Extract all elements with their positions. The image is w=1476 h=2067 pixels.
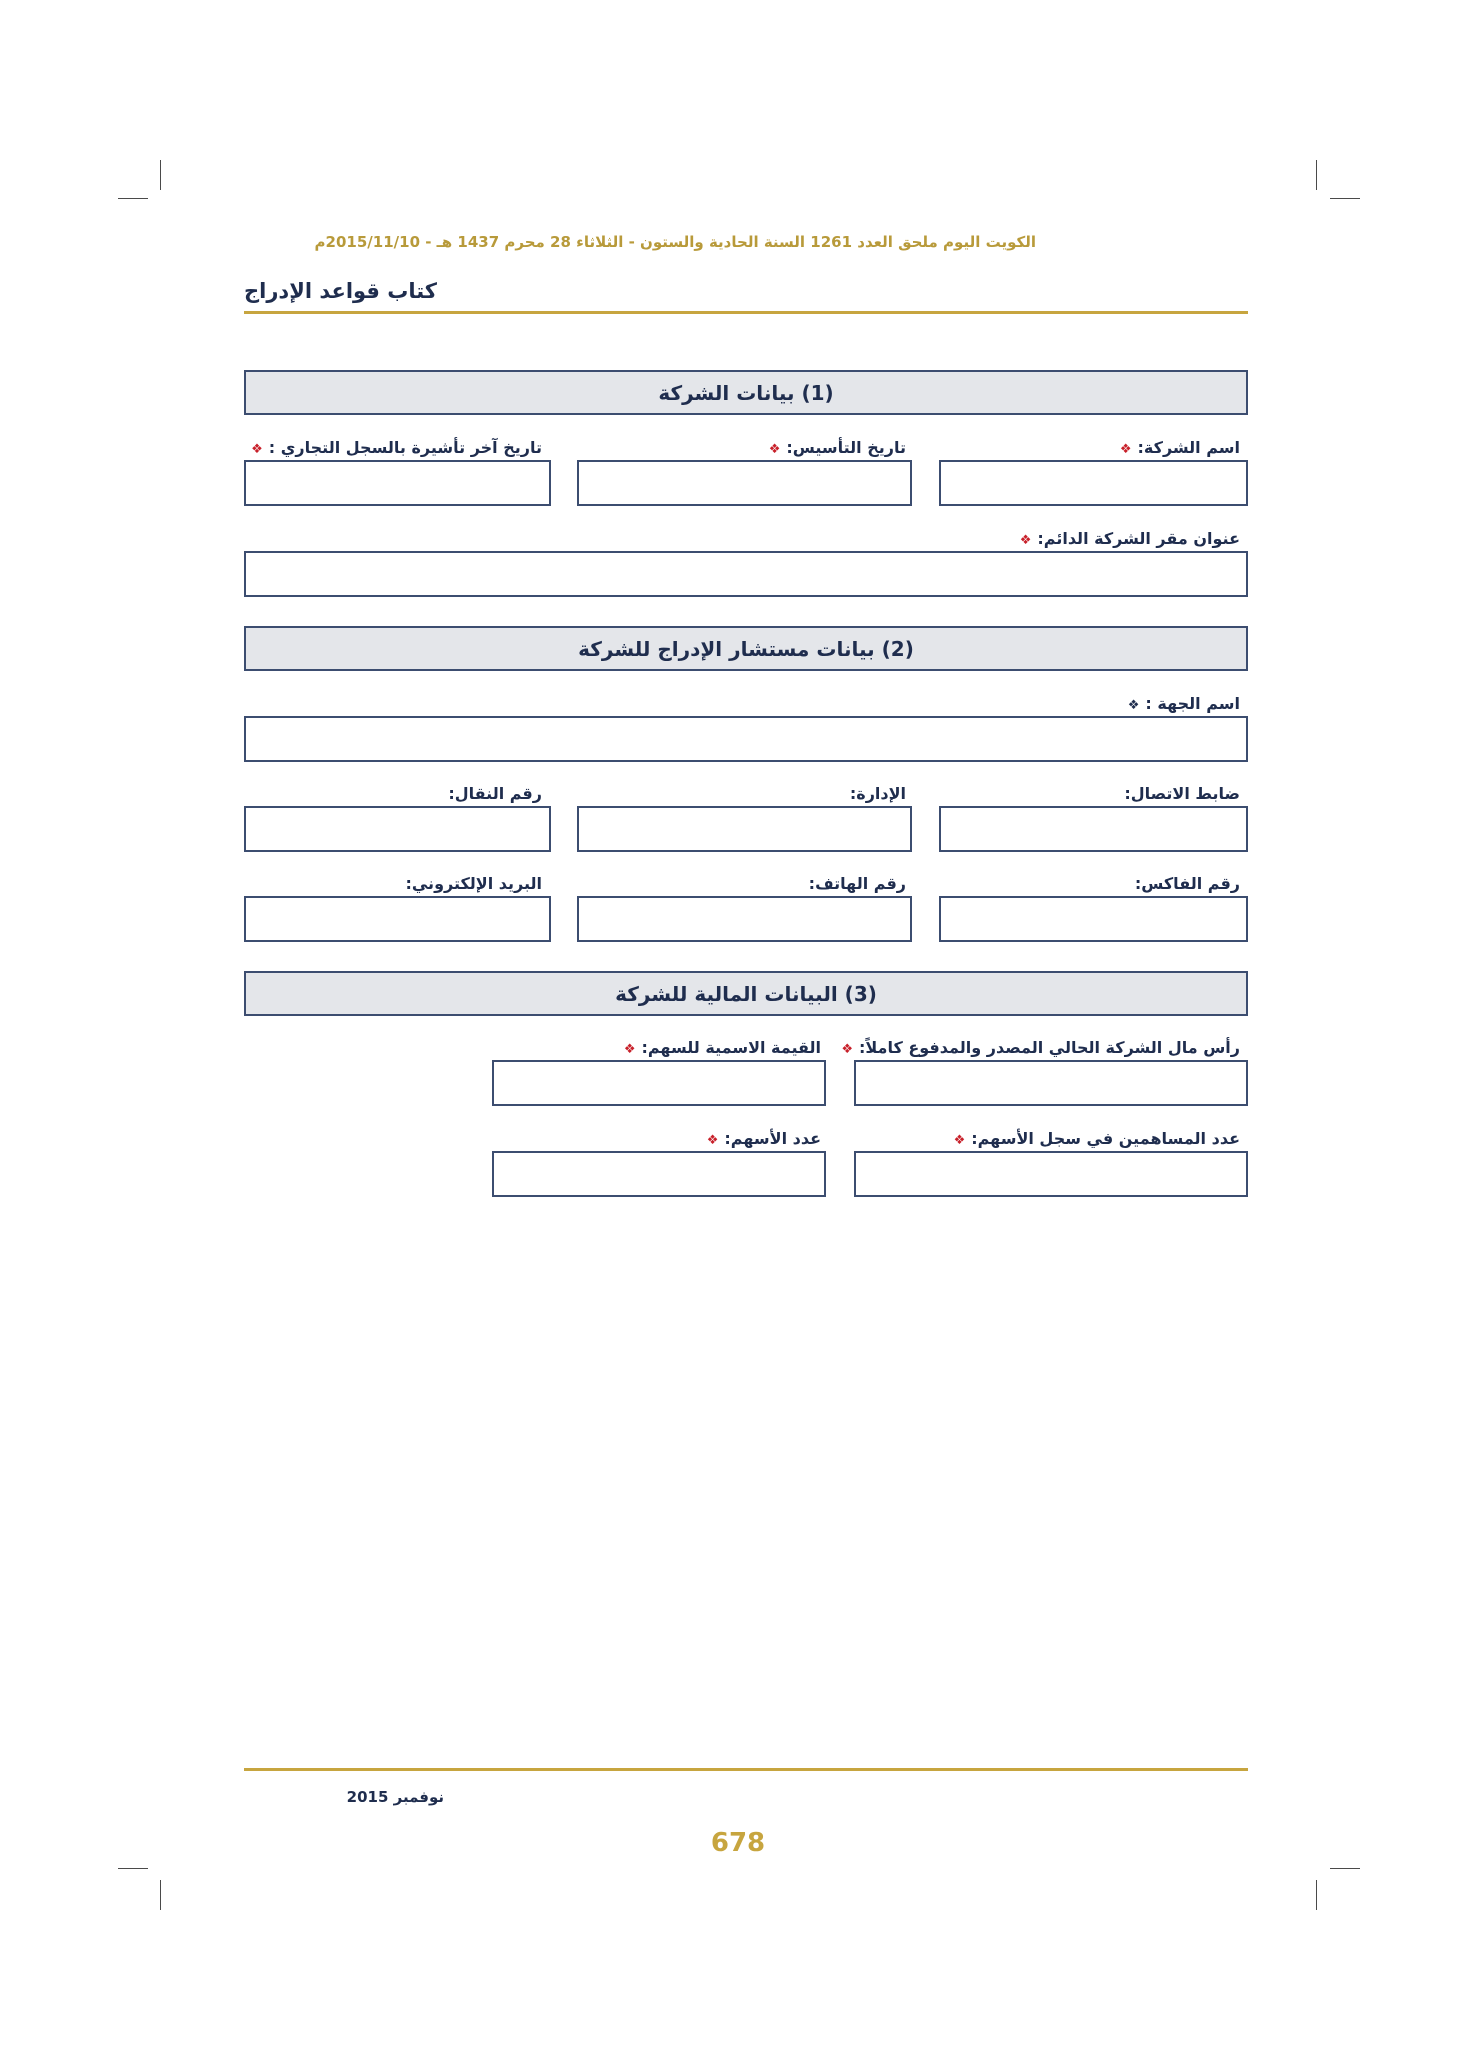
- establishment-date-input[interactable]: [577, 460, 912, 506]
- crop-mark: [1330, 1868, 1360, 1869]
- label-entity-name: اسم الجهة :❖: [1127, 694, 1240, 713]
- label-permanent-address: عنوان مقر الشركة الدائم:❖: [1019, 529, 1240, 548]
- label-shareholders-count: عدد المساهمين في سجل الأسهم:❖: [953, 1129, 1240, 1148]
- footer-divider: [244, 1768, 1248, 1771]
- crop-mark: [160, 1880, 161, 1910]
- label-contact-officer: ضابط الاتصال:: [1124, 784, 1240, 803]
- shareholders-count-input[interactable]: [854, 1151, 1248, 1197]
- email-input[interactable]: [244, 896, 551, 942]
- required-marker-icon: ❖: [623, 1042, 636, 1057]
- book-title: كتاب قواعد الإدراج: [244, 279, 438, 303]
- crop-mark: [118, 198, 148, 199]
- label-last-registry-date: تاريخ آخر تأشيرة بالسجل التجاري :❖: [251, 438, 542, 457]
- crop-mark: [1316, 160, 1317, 190]
- label-company-name: اسم الشركة:❖: [1119, 438, 1240, 457]
- label-department: الإدارة:: [849, 784, 906, 803]
- required-marker-icon: ❖: [1019, 533, 1032, 548]
- header-divider: [244, 311, 1248, 314]
- required-marker-icon: ❖: [953, 1133, 966, 1148]
- required-marker-icon: ❖: [841, 1042, 853, 1057]
- section-3-header: [244, 971, 1248, 1016]
- nominal-value-input[interactable]: [492, 1060, 826, 1106]
- footer-date: نوفمبر 2015: [346, 1788, 444, 1806]
- label-capital: رأس مال الشركة الحالي المصدر والمدفوع كاملاً:❖: [841, 1038, 1240, 1057]
- department-input[interactable]: [577, 806, 912, 852]
- crop-mark: [118, 1868, 148, 1869]
- last-registry-date-input[interactable]: [244, 460, 551, 506]
- label-fax: رقم الفاكس:: [1134, 874, 1240, 893]
- entity-name-input[interactable]: [244, 716, 1248, 762]
- shares-count-input[interactable]: [492, 1151, 826, 1197]
- label-phone: رقم الهاتف:: [808, 874, 906, 893]
- required-marker-icon: ❖: [706, 1133, 719, 1148]
- section-1-header: [244, 370, 1248, 415]
- label-nominal-value: القيمة الاسمية للسهم:❖: [623, 1038, 821, 1057]
- permanent-address-input[interactable]: [244, 551, 1248, 597]
- capital-input[interactable]: [854, 1060, 1248, 1106]
- mobile-input[interactable]: [244, 806, 551, 852]
- label-mobile: رقم النقال:: [448, 784, 542, 803]
- crop-mark: [160, 160, 161, 190]
- contact-officer-input[interactable]: [939, 806, 1248, 852]
- label-shares-count: عدد الأسهم:❖: [706, 1129, 821, 1148]
- required-marker-icon: ❖: [768, 442, 781, 457]
- fax-input[interactable]: [939, 896, 1248, 942]
- section-2-title: (2) بيانات مستشار الإدراج للشركة: [578, 636, 914, 661]
- required-marker-icon: ❖: [1119, 442, 1132, 457]
- crop-mark: [1316, 1880, 1317, 1910]
- gazette-header-line: الكويت اليوم ملحق العدد 1261 السنة الحادية والستون - الثلاثاء 28 محرم 1437 هـ - 2015/11/10م: [314, 233, 1036, 251]
- crop-mark: [1330, 198, 1360, 199]
- label-email: البريد الإلكتروني:: [405, 874, 542, 893]
- phone-input[interactable]: [577, 896, 912, 942]
- page-number: 678: [710, 1828, 766, 1858]
- section-1-title: (1) بيانات الشركة: [658, 380, 834, 405]
- section-3-title: (3) البيانات المالية للشركة: [615, 981, 877, 1006]
- required-marker-icon: ❖: [1127, 698, 1140, 713]
- section-2-header: [244, 626, 1248, 671]
- required-marker-icon: ❖: [251, 442, 263, 457]
- company-name-input[interactable]: [939, 460, 1248, 506]
- label-establishment-date: تاريخ التأسيس:❖: [768, 438, 906, 457]
